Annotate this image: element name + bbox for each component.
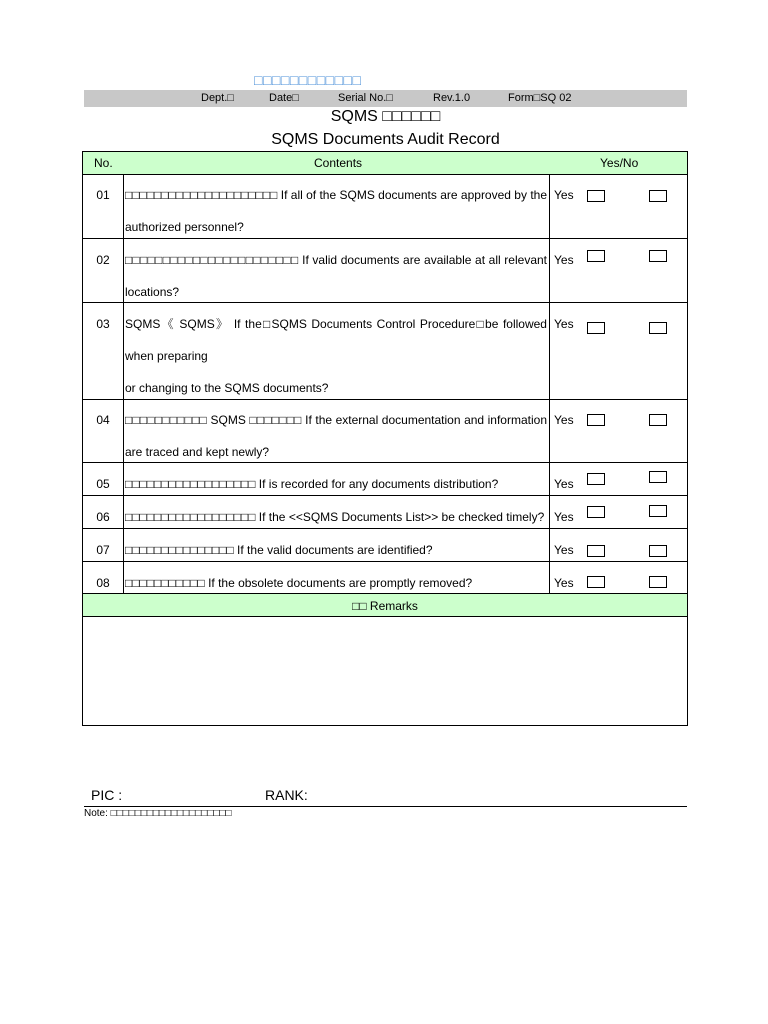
- row-content: □□□□□□□□□□□□□□□□□□ If the <<SQMS Documents List>> be checked timely?: [125, 510, 545, 524]
- row-number: 03: [96, 317, 110, 331]
- yes-label: Yes: [554, 253, 574, 267]
- row-content: □□□□□□□□□□□□□□□□□□□□□ If all of the SQMS documents are approved by the authorized personnel?: [125, 188, 547, 234]
- yes-checkbox[interactable]: [587, 576, 605, 588]
- row-number: 04: [96, 413, 110, 427]
- table-row: [82, 174, 688, 239]
- row-number: 08: [96, 576, 110, 590]
- yes-label: Yes: [554, 188, 574, 202]
- no-checkbox[interactable]: [649, 576, 667, 588]
- table-row: [82, 303, 688, 400]
- table-row: [82, 239, 688, 303]
- no-checkbox[interactable]: [649, 322, 667, 334]
- table-row: [82, 399, 688, 463]
- row-content: □□□□□□□□□□□ If the obsolete documents are promptly removed?: [125, 576, 473, 590]
- yes-label: Yes: [554, 510, 574, 524]
- table-header: [82, 151, 688, 175]
- row-content: □□□□□□□□□□□□□□□□□□ If is recorded for any documents distribution?: [125, 477, 499, 491]
- no-checkbox[interactable]: [649, 414, 667, 426]
- header-yesno: Yes/No: [600, 156, 639, 170]
- yes-checkbox[interactable]: [587, 250, 605, 262]
- no-checkbox[interactable]: [649, 250, 667, 262]
- yes-label: Yes: [554, 317, 574, 331]
- yes-checkbox[interactable]: [587, 322, 605, 334]
- dept-label: Dept.□: [201, 92, 234, 104]
- yes-checkbox[interactable]: [587, 414, 605, 426]
- row-content: SQMS《 SQMS》 If the□SQMS Documents Control Procedure□be followed when preparing or changing to the SQMS documents?: [125, 317, 547, 395]
- yes-checkbox[interactable]: [587, 190, 605, 202]
- note-text: Note: □□□□□□□□□□□□□□□□□□□□: [84, 808, 232, 819]
- remarks-area[interactable]: [82, 616, 688, 726]
- date-label: Date□: [269, 92, 299, 104]
- row-number: 01: [96, 188, 110, 202]
- yes-label: Yes: [554, 477, 574, 491]
- row-number: 05: [96, 477, 110, 491]
- header-contents: Contents: [314, 156, 363, 170]
- yes-label: Yes: [554, 413, 574, 427]
- table-row: [82, 529, 688, 562]
- pic-label: PIC :: [91, 787, 123, 803]
- row-number: 06: [96, 510, 110, 524]
- yes-label: Yes: [554, 543, 574, 557]
- row-content: □□□□□□□□□□□□□□□ If the valid documents are identified?: [125, 543, 433, 557]
- title-chinese: SQMS □□□□□□: [330, 108, 441, 125]
- no-checkbox[interactable]: [649, 505, 667, 517]
- yes-checkbox[interactable]: [587, 545, 605, 557]
- row-content: □□□□□□□□□□□ SQMS □□□□□□□ If the external documentation and information are traced and kept newly?: [125, 413, 547, 459]
- company-name: □□□□□□□□□□□□: [254, 72, 362, 88]
- serial-label: Serial No.□: [338, 92, 393, 104]
- page-title: SQMS Documents Audit Record: [271, 131, 500, 148]
- rank-label: RANK:: [265, 787, 308, 803]
- rev-label: Rev.1.0: [433, 92, 471, 104]
- row-content: □□□□□□□□□□□□□□□□□□□□□□□ If valid documents are available at all relevant locations?: [125, 253, 547, 299]
- remarks-header: [82, 593, 688, 617]
- table-row: [82, 496, 688, 529]
- yes-checkbox[interactable]: [587, 506, 605, 518]
- row-number: 07: [96, 543, 110, 557]
- row-number: 02: [96, 253, 110, 267]
- table-row: [82, 562, 688, 594]
- header-no: No.: [94, 156, 113, 170]
- info-bar: [84, 90, 687, 107]
- no-checkbox[interactable]: [649, 545, 667, 557]
- table-row: [82, 463, 688, 496]
- form-label: Form□SQ 02: [508, 92, 572, 104]
- yes-checkbox[interactable]: [587, 473, 605, 485]
- no-checkbox[interactable]: [649, 471, 667, 483]
- footer-divider: [84, 806, 687, 807]
- yes-label: Yes: [554, 576, 574, 590]
- remarks-label: □□ Remarks: [352, 599, 418, 613]
- no-checkbox[interactable]: [649, 190, 667, 202]
